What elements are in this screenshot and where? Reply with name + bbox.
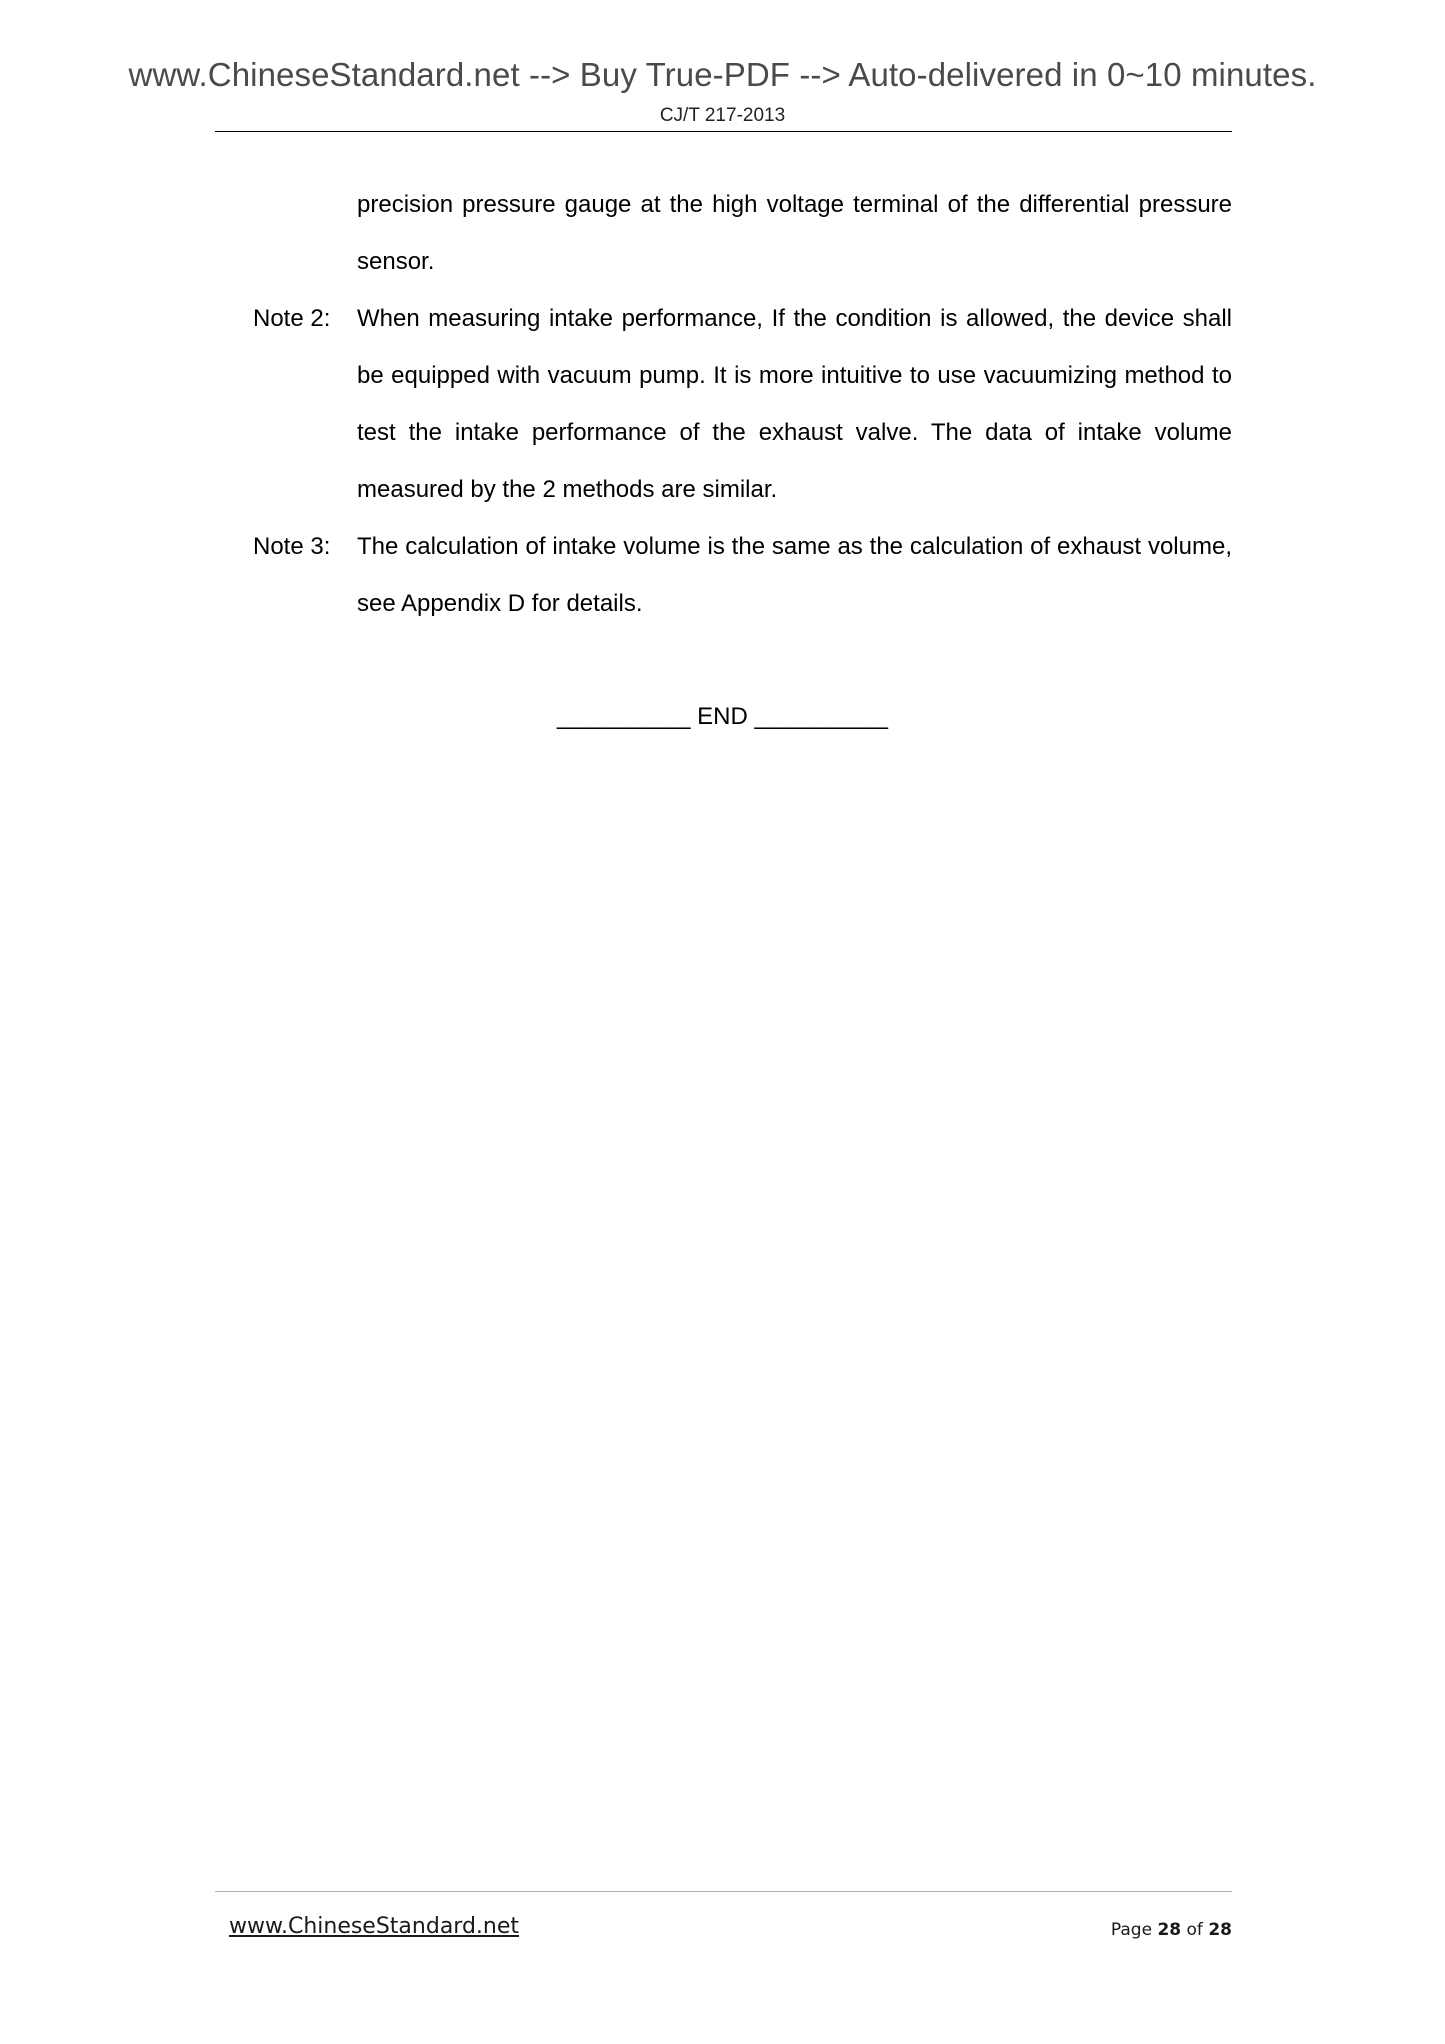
- standard-code: CJ/T 217-2013: [659, 105, 786, 126]
- footer-divider: [215, 1891, 1232, 1892]
- end-marker: __________ END __________: [557, 703, 888, 730]
- page-current: 28: [1157, 1920, 1182, 1940]
- header-divider: [215, 131, 1232, 132]
- page-total: 28: [1208, 1920, 1232, 1940]
- header-banner: www.ChineseStandard.net --> Buy True-PDF --> Auto-delivered in 0~10 minutes.: [128, 56, 1317, 93]
- footer-site-link[interactable]: www.ChineseStandard.net: [229, 1914, 520, 1939]
- continuation-paragraph: precision pressure gauge at the high voltage terminal of the differential pressure sensor.: [357, 191, 1232, 275]
- note-text: When measuring intake performance, If the condition is allowed, the device shall be equipped with vacuum pump. It is more intuitive to use vacuumizing method to test the intake performance of the exhaust valve. The data of intake volume measured by the 2 methods are similar.: [357, 305, 1232, 503]
- page-word: Page: [1110, 1920, 1153, 1940]
- page-number: [1111, 1920, 1232, 1940]
- note-label: Note 2:: [253, 305, 331, 332]
- note-text: The calculation of intake volume is the same as the calculation of exhaust volume, see Appendix D for details.: [357, 533, 1232, 617]
- note-label: Note 3:: [253, 533, 331, 560]
- page-of: of: [1186, 1920, 1203, 1940]
